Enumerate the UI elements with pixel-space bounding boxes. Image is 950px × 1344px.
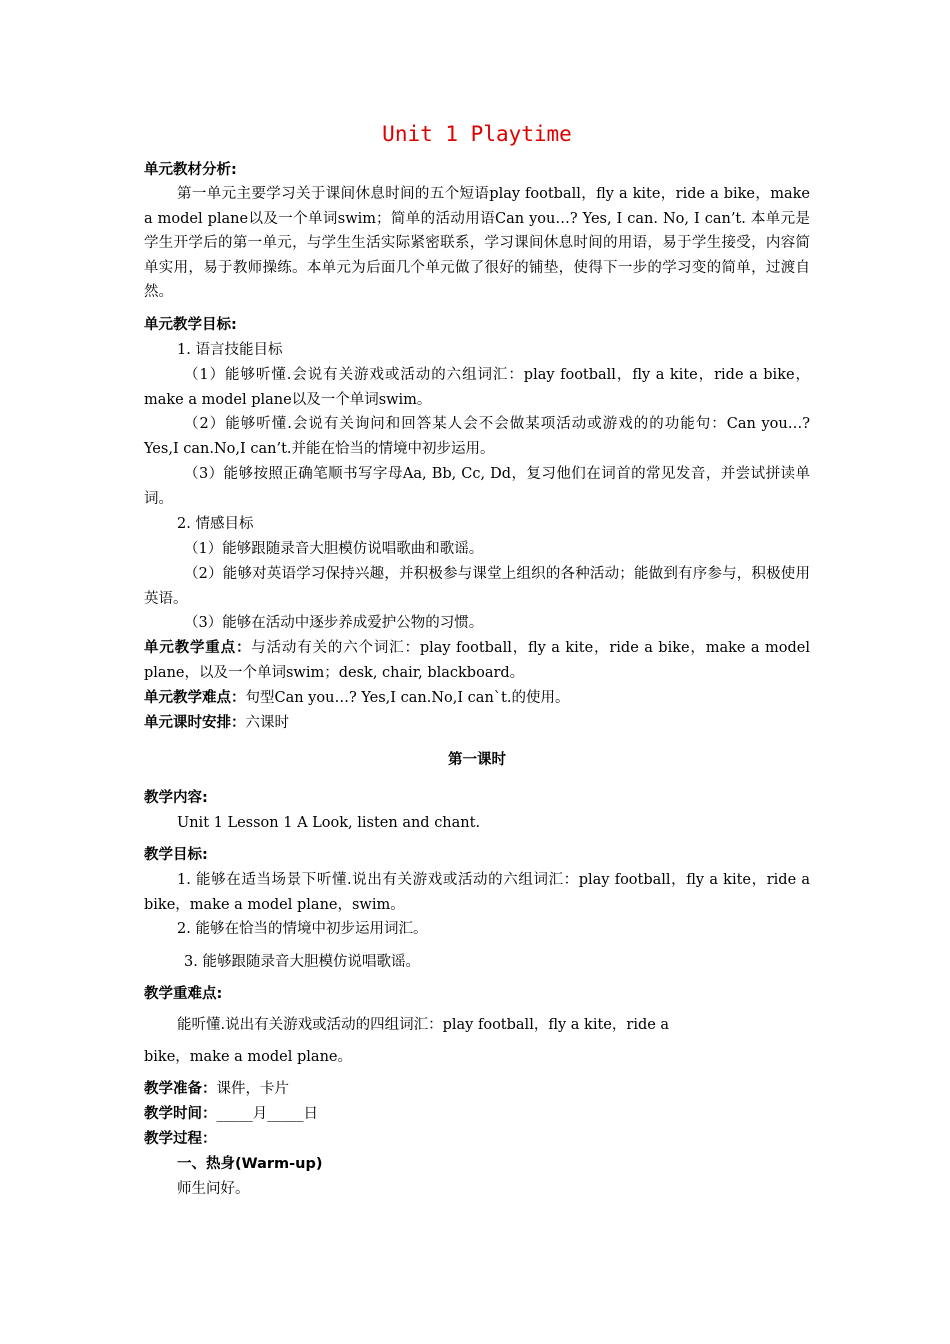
- prep-paragraph: [144, 1077, 810, 1102]
- warmup-body: 师生问好。: [177, 1181, 250, 1197]
- lesson-goal-3: 3. 能够跟随录音大胆模仿说唱歌谣。: [184, 954, 420, 970]
- analysis-body: 第一单元主要学习关于课间休息时间的五个短语play football，fly a kite，ride a bike，make a model plane以及一个单词swim；简单的活动用语Can you…? Yes, I can. No, I can’t. 本单元是学生开学后的第一单元，与学生生活实际紧密联系，学习课间休息时间的用语，易于学生接受，内容简单实用，易于教师操练。本单元为后面几个单元做了很好的铺垫，使得下一步的学习变的简单，过渡自然。: [144, 186, 810, 301]
- emotion-goal-2: （2）能够对英语学习保持兴趣，并积极参与课堂上组织的各种活动；能做到有序参与，积极使用英语。: [144, 566, 810, 607]
- analysis-heading: 单元教材分析:: [144, 162, 237, 178]
- difficulty-body: 句型Can you…? Yes,I can.No,I can`t.的使用。: [245, 690, 570, 706]
- emotion-title: 2. 情感目标: [177, 516, 254, 532]
- schedule-body: 六课时: [245, 715, 289, 731]
- warmup-heading: 一、热身(Warm-up): [177, 1156, 323, 1172]
- focus-paragraph: [144, 636, 810, 685]
- difficulty-heading: 单元教学难点：: [144, 690, 246, 706]
- lesson-goal-1: 1. 能够在适当场景下听懂.说出有关游戏或活动的六组词汇：play football，fly a kite，ride a bike，make a model plane，swim。: [144, 872, 810, 913]
- content-heading: 教学内容:: [144, 790, 208, 806]
- skill-goal-3: （3）能够按照正确笔顺书写字母Aa, Bb, Cc, Dd，复习他们在词首的常见发音，并尝试拼读单词。: [144, 466, 810, 507]
- time-heading: 教学时间：: [144, 1106, 217, 1122]
- schedule-paragraph: [144, 711, 810, 736]
- goals-heading: 单元教学目标:: [144, 317, 237, 333]
- keypoint-body-line-1: 能听懂.说出有关游戏或活动的四组词汇：play football，fly a kite，ride a: [177, 1017, 670, 1033]
- difficulty-paragraph: [144, 686, 810, 711]
- keypoint-body-line-2: bike，make a model plane。: [144, 1049, 352, 1065]
- goal-heading: 教学目标:: [144, 847, 208, 863]
- skill-title: 1. 语言技能目标: [177, 342, 283, 358]
- prep-body: 课件，卡片: [216, 1081, 289, 1097]
- time-body: _____月_____日: [216, 1106, 318, 1122]
- lesson-title: 第一课时: [448, 752, 506, 768]
- schedule-heading: 单元课时安排：: [144, 715, 246, 731]
- time-paragraph: [144, 1102, 810, 1127]
- skill-goal-1: （1）能够听懂.会说有关游戏或活动的六组词汇：play football，fly a kite，ride a bike，make a model plane以及一个单词swim。: [144, 367, 810, 408]
- focus-body: 与活动有关的六个词汇：play football，fly a kite，ride a bike，make a model plane，以及一个单词swim；desk, chair, blackboard。: [144, 640, 810, 681]
- lesson-goal-2: 2. 能够在恰当的情境中初步运用词汇。: [177, 921, 428, 937]
- prep-heading: 教学准备：: [144, 1081, 217, 1097]
- skill-goal-2: （2）能够听懂.会说有关询问和回答某人会不会做某项活动或游戏的的功能句：Can you…? Yes,I can.No,I can’t.并能在恰当的情境中初步运用。: [144, 416, 810, 457]
- focus-heading: 单元教学重点：: [144, 640, 252, 656]
- content-body: Unit 1 Lesson 1 A Look, listen and chant.: [177, 815, 481, 831]
- page-title: Unit 1 Playtime: [382, 122, 572, 146]
- emotion-goal-1: （1）能够跟随录音大胆模仿说唱歌曲和歌谣。: [184, 541, 484, 557]
- keypoint-heading: 教学重难点:: [144, 986, 223, 1002]
- process-heading: 教学过程：: [144, 1131, 217, 1147]
- emotion-goal-3: （3）能够在活动中逐步养成爱护公物的习惯。: [184, 615, 484, 631]
